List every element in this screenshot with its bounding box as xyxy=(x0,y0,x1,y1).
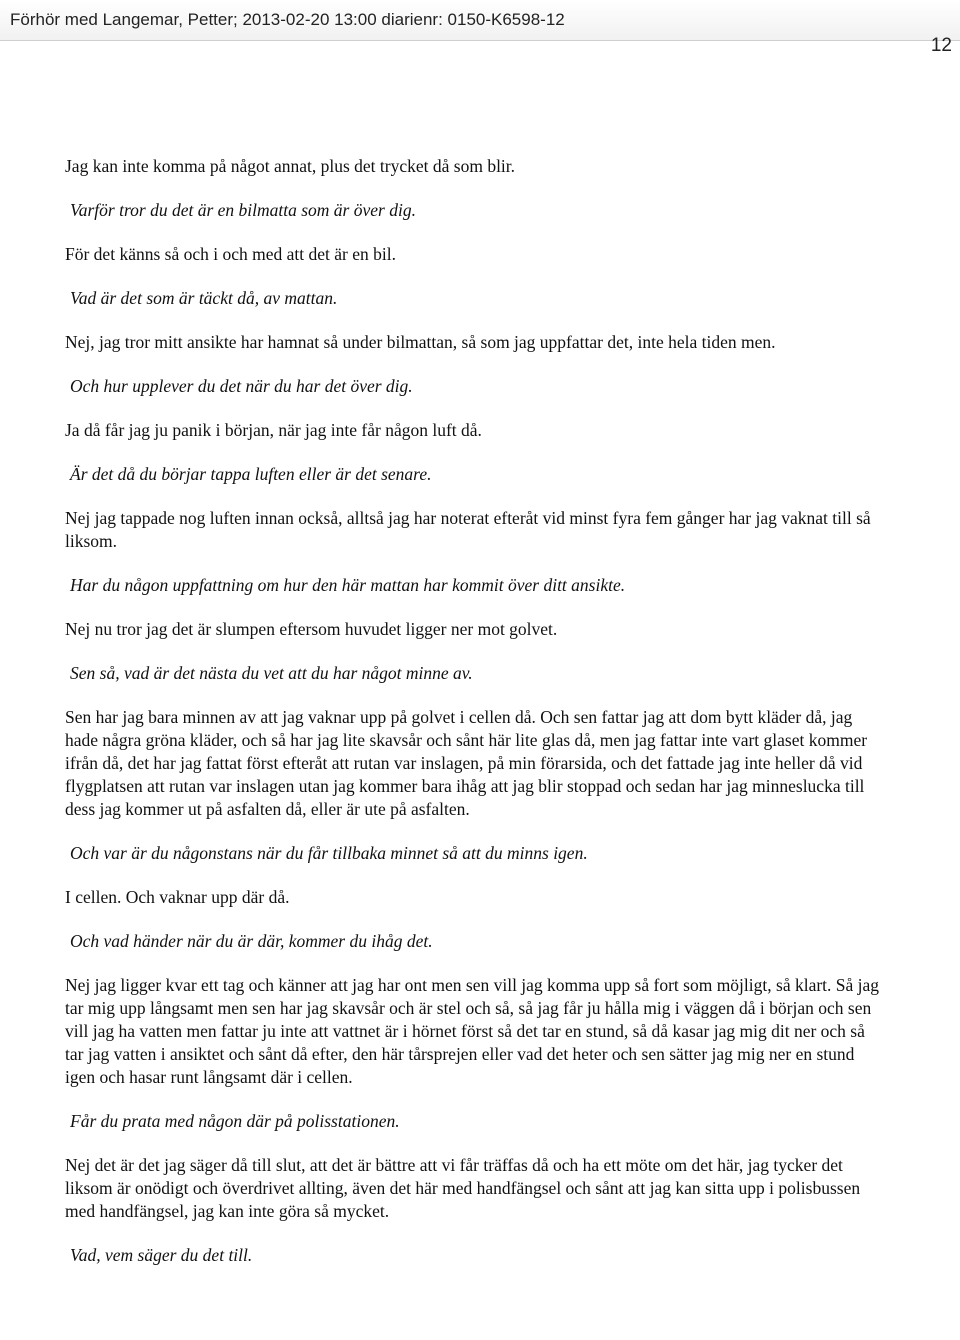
question-paragraph: Vad är det som är täckt då, av mattan. xyxy=(70,288,338,308)
question-paragraph: Sen så, vad är det nästa du vet att du har något minne av. xyxy=(70,663,473,683)
answer-paragraph: Nej, jag tror mitt ansikte har hamnat så under bilmattan, så som jag uppfattar det, inte hela tiden men. xyxy=(65,332,776,352)
answer-paragraph: Nej det är det jag säger då till slut, att det är bättre att vi får träffas då och ha ett möte om det här, jag tycker det liksom är onödigt och överdrivet allting, även det här med handfängsel och sånt att jag kan sitta upp i polisbussen med handfängsel, jag kan inte göra så mycket. xyxy=(65,1155,861,1221)
answer-paragraph: Nej jag ligger kvar ett tag och känner att jag har ont men sen vill jag komma upp så fort som möjligt, så klart. Så jag tar mig upp långsamt men sen har jag skavsår och är stel och så, så jag får ju hålla mig i väggen då i början och sen vill jag ha vatten men fattar ju inte att vattnet är i hörnet först så det tar en stund, så då kasar jag mig dit ner och så tar jag vatten i ansiktet och sånt då efter, den här tårsprejen eller vad det heter och sen sätter jag mig ner en stund igen och hasar runt långsamt där i cellen. xyxy=(65,975,880,1087)
answer-paragraph: Ja då får jag ju panik i början, när jag inte får någon luft då. xyxy=(65,420,482,440)
transcript-body xyxy=(65,155,885,1288)
header-title: Förhör med Langemar, Petter; 2013-02-20 13:00 diarienr: 0150-K6598-12 xyxy=(10,10,565,29)
page-number: 12 xyxy=(930,35,952,56)
question-paragraph: Vad, vem säger du det till. xyxy=(70,1245,253,1265)
answer-paragraph: Jag kan inte komma på något annat, plus det trycket då som blir. xyxy=(65,156,516,176)
question-paragraph: Och var är du någonstans när du får tillbaka minnet så att du minns igen. xyxy=(70,843,588,863)
answer-paragraph: I cellen. Och vaknar upp där då. xyxy=(65,887,290,907)
answer-paragraph: Sen har jag bara minnen av att jag vaknar upp på golvet i cellen då. Och sen fattar jag att dom bytt kläder då, jag hade några gröna kläder, och så har jag lite skavsår och sånt här lite glas då, men jag fattar inte vart glaset kommer ifrån då, det har jag fattat först efteråt att rutan var inslagen, på min förarsida, och det fattade jag inte heller då vid flygplatsen att rutan var inslagen utan jag kommer bara ihåg att jag blir stoppad och sedan har jag minneslucka till dess jag kommer ut på asfalten då, eller är ute på asfalten. xyxy=(65,707,868,819)
answer-paragraph: Nej nu tror jag det är slumpen eftersom huvudet ligger ner mot golvet. xyxy=(65,619,558,639)
question-paragraph: Får du prata med någon där på polisstationen. xyxy=(70,1111,400,1131)
question-paragraph: Varför tror du det är en bilmatta som är över dig. xyxy=(70,200,416,220)
question-paragraph: Har du någon uppfattning om hur den här mattan har kommit över ditt ansikte. xyxy=(70,575,626,595)
question-paragraph: Och vad händer när du är där, kommer du ihåg det. xyxy=(70,931,433,951)
question-paragraph: Är det då du börjar tappa luften eller är det senare. xyxy=(70,464,432,484)
question-paragraph: Och hur upplever du det när du har det över dig. xyxy=(70,376,413,396)
answer-paragraph: Nej jag tappade nog luften innan också, alltså jag har noterat efteråt vid minst fyra fem gånger har jag vaknat till så liksom. xyxy=(65,508,871,551)
document-header xyxy=(0,0,960,41)
answer-paragraph: För det känns så och i och med att det är en bil. xyxy=(65,244,396,264)
